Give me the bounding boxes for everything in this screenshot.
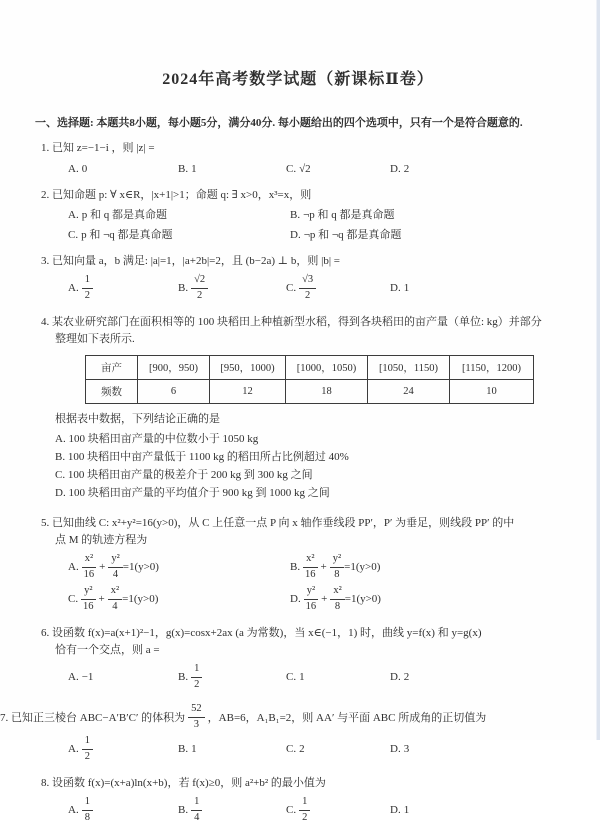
option-5b: B. $\frac{\text{x²}}{16}$ + $\frac{\text{y²}}{8}$ =1(y>0): [290, 553, 381, 580]
table-cell: 6: [138, 380, 210, 404]
fraction: $\frac{1}{2}$: [299, 797, 310, 823]
question-6-options: [68, 664, 596, 690]
question-6-stem-line2: 恰有一个交点，则 a =: [55, 644, 160, 656]
question-8-stem: 8. 设函数 f(x)=(x+a)ln(x+b)，若 f(x)≥0，则 a²+b² 的最小值为: [41, 777, 326, 789]
fraction: $\frac{1}{4}$: [191, 797, 202, 823]
option-8b: B. $\frac{1}{4}$: [178, 797, 286, 823]
option-3b: B. $\frac{√2}{2}$: [178, 275, 286, 301]
table-cell: 24: [368, 380, 450, 404]
question-6: [0, 626, 596, 690]
option-5c: C. $\frac{\text{y²}}{16}$ + $\frac{\text{x²}}{4}$ =1(y>0): [68, 585, 159, 612]
question-1: [0, 141, 596, 177]
question-8: [0, 776, 596, 823]
table-cell: 频数: [86, 380, 138, 404]
question-4-stem-line2: 整理如下表所示.: [55, 333, 135, 345]
table-cell: 12: [210, 380, 286, 404]
table-cell: [1050，1150): [368, 356, 450, 380]
question-8-options: [68, 797, 596, 823]
option-6c: C. 1: [286, 671, 305, 683]
question-5-options-row1: [68, 554, 596, 580]
fraction: $\frac{\text{y²}}{4}$: [108, 554, 122, 580]
fraction: $\frac{√2}{2}$: [191, 275, 208, 301]
fraction: $\frac{\text{x²}}{8}$: [330, 586, 344, 612]
table-cell: 10: [450, 380, 534, 404]
option-5a: A. $\frac{\text{x²}}{16}$ + $\frac{\text{y²}}{4}$ =1(y>0): [68, 553, 159, 580]
fraction: $\frac{\text{y²}}{8}$: [330, 554, 344, 580]
question-5: [0, 516, 596, 612]
option-7b: B. 1: [178, 743, 197, 755]
question-3-options: [68, 275, 596, 301]
question-1-options: [68, 161, 596, 177]
option-8d: D. 1: [390, 804, 410, 816]
table-row-frequency: [86, 380, 534, 404]
option-4d: D. 100 块稻田亩产量的平均值介于 900 kg 到 1000 kg 之间: [55, 487, 330, 499]
option-1b: B. 1: [178, 163, 197, 175]
table-cell: [950，1000): [210, 356, 286, 380]
scrollbar[interactable]: [596, 0, 600, 740]
table-cell: [1000，1050): [286, 356, 368, 380]
table-row-yield: [86, 356, 534, 380]
section-header: 一、选择题: 本题共8小题，每小题5分，满分40分. 每小题给出的四个选项中，只有一个是符合题意的.: [35, 117, 523, 129]
question-5-stem-line2: 点 M 的轨迹方程为: [55, 534, 148, 546]
option-1c: C. √2: [286, 163, 311, 175]
frequency-table: [85, 355, 534, 404]
table-cell: 18: [286, 380, 368, 404]
table-cell: [900，950): [138, 356, 210, 380]
question-1-stem: 1. 已知 z=−1−i ，则 |z| =: [41, 142, 155, 154]
page-title: 2024年高考数学试题（新课标Ⅱ卷）: [162, 71, 434, 88]
option-2d: D. ¬p 和 ¬q 都是真命题: [290, 229, 402, 241]
question-4-stem-line1: 4. 某农业研究部门在面积相等的 100 块稻田上种植新型水稻，得到各块稻田的亩产量（单位: kg）并部分: [41, 316, 542, 328]
question-2-options-row1: [68, 207, 596, 223]
option-4c: C. 100 块稻田亩产量的极差介于 200 kg 到 300 kg 之间: [55, 469, 313, 481]
question-7-options: [68, 736, 596, 762]
fraction: $\frac{\text{y²}}{16}$: [83, 585, 94, 612]
fraction: $\frac{\text{x²}}{16}$: [83, 553, 95, 580]
table-cell: 亩产: [86, 356, 138, 380]
question-4-options: [55, 430, 596, 502]
question-7: [0, 704, 596, 762]
option-8a: A. $\frac{1}{8}$: [68, 797, 178, 823]
fraction: $\frac{1}{2}$: [82, 275, 93, 301]
question-3: [0, 254, 596, 301]
option-3a: A. $\frac{1}{2}$: [68, 275, 178, 301]
option-8c: C. $\frac{1}{2}$: [286, 797, 390, 823]
question-4-prompt: 根据表中数据，下列结论正确的是: [55, 413, 220, 425]
fraction: $\frac{√3}{2}$: [299, 275, 316, 301]
question-3-stem: 3. 已知向量 a，b 满足: |a|=1，|a+2b|=2，且 (b−2a) ⊥ b，则 |b| =: [41, 255, 340, 267]
option-4a: A. 100 块稻田亩产量的中位数小于 1050 kg: [55, 433, 259, 445]
fraction: $\frac{1}{2}$: [82, 736, 93, 762]
question-2-options-row2: [68, 227, 596, 243]
option-3c: C. $\frac{√3}{2}$: [286, 275, 390, 301]
fraction: $\frac{1}{8}$: [82, 797, 93, 823]
option-2b: B. ¬p 和 q 都是真命题: [290, 209, 395, 221]
option-2a: A. p 和 q 都是真命题: [68, 209, 167, 221]
option-6d: D. 2: [390, 671, 410, 683]
fraction: $\frac{\text{x²}}{4}$: [108, 586, 122, 612]
option-6a: A. −1: [68, 671, 94, 683]
fraction: $\frac{52}{3}$: [188, 704, 205, 730]
option-7d: D. 3: [390, 743, 410, 755]
question-5-stem-line1: 5. 已知曲线 C: x²+y²=16(y>0)，从 C 上任意一点 P 向 x 轴作垂线段 PP′，P′ 为垂足，则线段 PP′ 的中: [41, 517, 515, 529]
question-2: [0, 188, 596, 243]
question-2-stem: 2. 已知命题 p: ∀ x∈R，|x+1|>1；命题 q: ∃ x>0，x³=x，则: [41, 189, 312, 201]
fraction: $\frac{\text{y²}}{16}$: [305, 585, 317, 612]
option-1a: A. 0: [68, 163, 88, 175]
option-6b: B. $\frac{1}{2}$: [178, 664, 286, 690]
option-3d: D. 1: [390, 282, 410, 294]
option-1d: D. 2: [390, 163, 410, 175]
option-7a: A. $\frac{1}{2}$: [68, 736, 178, 762]
option-5d: D. $\frac{\text{y²}}{16}$ + $\frac{\text{x²}}{8}$ =1(y>0): [290, 585, 381, 612]
question-7-stem: 7. 已知正三棱台 ABC−A′B′C′ 的体积为 $\frac{52}{3}$ ，AB=6，A₁B₁=2，则 AA′ 与平面 ABC 所成角的正切值为: [0, 703, 487, 730]
fraction: $\frac{1}{2}$: [191, 664, 202, 690]
option-4b: B. 100 块稻田中亩产量低于 1100 kg 的稻田所占比例超过 40%: [55, 451, 349, 463]
option-7c: C. 2: [286, 743, 305, 755]
table-cell: [1150，1200): [450, 356, 534, 380]
fraction: $\frac{\text{x²}}{16}$: [305, 553, 316, 580]
option-2c: C. p 和 ¬q 都是真命题: [68, 229, 173, 241]
question-5-options-row2: [68, 586, 596, 612]
question-4: [0, 315, 596, 502]
question-6-stem-line1: 6. 设函数 f(x)=a(x+1)²−1，g(x)=cosx+2ax (a 为常数)，当 x∈(−1，1) 时，曲线 y=f(x) 和 y=g(x): [41, 627, 482, 639]
